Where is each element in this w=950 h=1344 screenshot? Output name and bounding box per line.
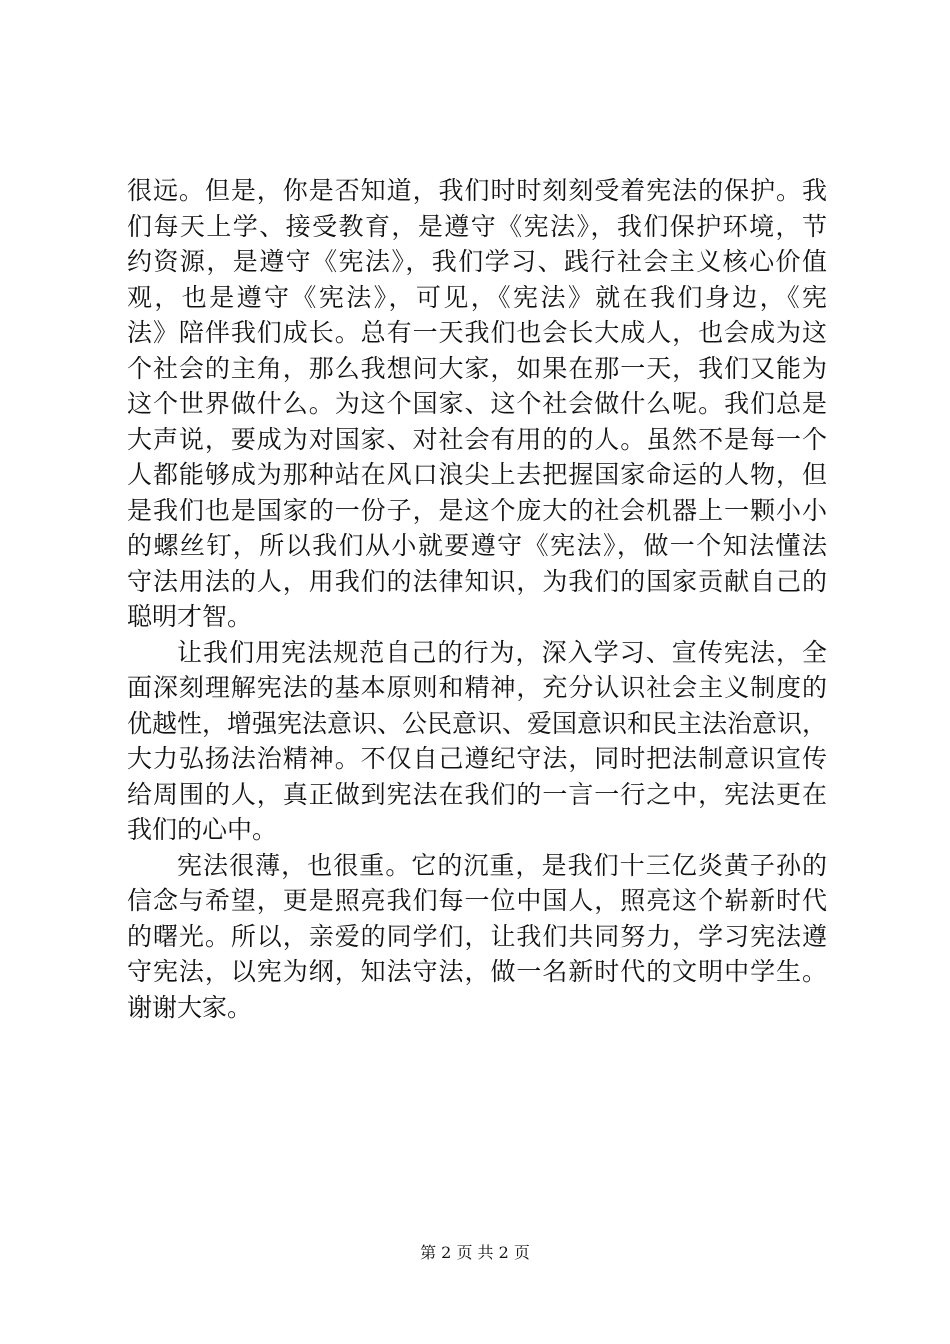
- text-line: 谢谢大家。: [127, 992, 253, 1022]
- text-line: 优越性，增强宪法意识、公民意识、爱国意识和民主法治意识，: [127, 708, 828, 738]
- text-line: 约资源，是遵守《宪法》，我们学习、践行社会主义核心价值: [127, 247, 827, 276]
- text-line: 们每天上学、接受教育，是遵守《宪法》，我们保护环境，节: [127, 211, 827, 241]
- text-line: 大力弘扬法治精神。不仅自己遵纪守法，同时把法制意识宣传: [127, 744, 827, 773]
- text-line: 聪明才智。: [127, 602, 253, 631]
- text-line: 大声说，要成为对国家、对社会有用的的人。虽然不是每一个: [127, 424, 827, 454]
- text-line: 信念与希望，更是照亮我们每一位中国人，照亮这个崭新时代: [127, 886, 827, 915]
- text-line: 守宪法，以宪为纲，知法守法，做一名新时代的文明中学生。: [127, 957, 827, 986]
- paragraph-3: [127, 848, 827, 1026]
- page-footer: 第 2 页 共 2 页: [420, 1243, 530, 1262]
- text-line: 面深刻理解宪法的基本原则和精神，充分认识社会主义制度的: [127, 673, 827, 702]
- text-line: 是我们也是国家的一份子，是这个庞大的社会机器上一颗小小: [127, 495, 827, 525]
- text-line: 观，也是遵守《宪法》，可见，《宪法》就在我们身边，《宪: [127, 282, 827, 312]
- text-line: 人都能够成为那种站在风口浪尖上去把握国家命运的人物，但: [127, 460, 827, 489]
- text-line: 守法用法的人，用我们的法律知识，为我们的国家贡献自己的: [127, 566, 827, 596]
- text-line: 让我们用宪法规范自己的行为，深入学习、宣传宪法，全: [177, 637, 827, 667]
- text-line: 宪法很薄，也很重。它的沉重，是我们十三亿炎黄子孙的: [177, 850, 827, 880]
- paragraph-1: [127, 173, 827, 635]
- text-line: 我们的心中。: [127, 815, 278, 844]
- text-line: 的螺丝钉，所以我们从小就要遵守《宪法》，做一个知法懂法: [127, 531, 827, 560]
- paragraph-2: [127, 635, 827, 848]
- text-line: 很远。但是，你是否知道，我们时时刻刻受着宪法的保护。我: [127, 176, 827, 205]
- text-line: 个社会的主角，那么我想问大家，如果在那一天，我们又能为: [127, 353, 827, 383]
- text-line: 这个世界做什么。为这个国家、这个社会做什么呢。我们总是: [127, 389, 827, 418]
- text-line: 给周围的人，真正做到宪法在我们的一言一行之中，宪法更在: [127, 779, 827, 809]
- text-line: 的曙光。所以，亲爱的同学们，让我们共同努力，学习宪法遵: [127, 921, 827, 951]
- text-line: 法》陪伴我们成长。总有一天我们也会长大成人，也会成为这: [127, 318, 827, 347]
- body-text: [127, 173, 827, 1025]
